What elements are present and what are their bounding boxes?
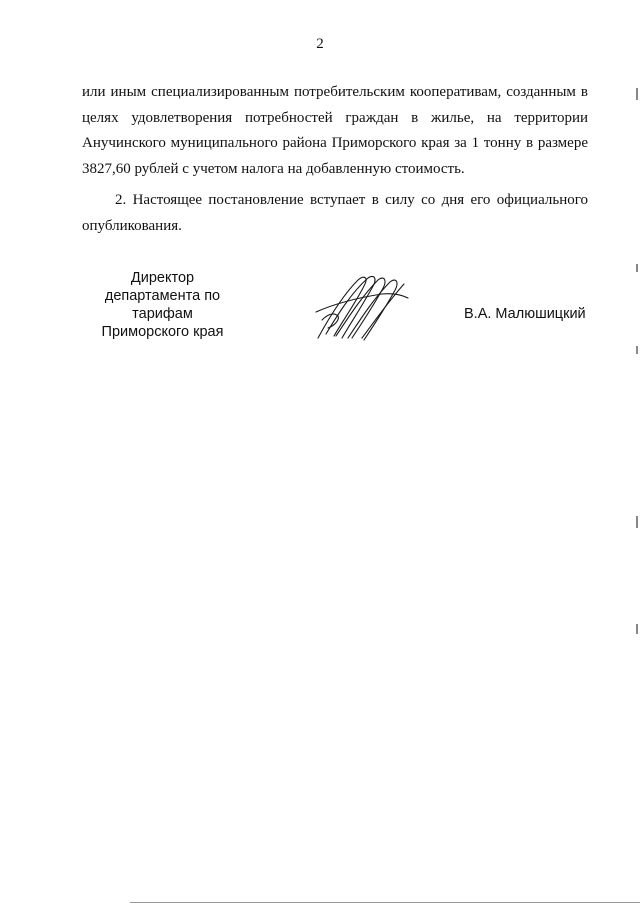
- paragraph-1-line-2: целях удовлетворения потребностей граждан в жилье, на территории: [82, 109, 588, 126]
- signatory-title-line-3: Приморского края: [101, 324, 224, 340]
- handwritten-signature: [312, 268, 412, 344]
- paragraph-2-line-2: опубликования.: [82, 217, 182, 234]
- scan-artifact-mark: [636, 516, 638, 528]
- page-number: 2: [316, 36, 324, 52]
- paragraph-2: [82, 188, 588, 239]
- paragraph-1-line-3: Анучинского муниципального района Приморского края за 1 тонну в размере: [82, 135, 588, 151]
- signatory-title-line-2: департамента по тарифам: [104, 288, 221, 322]
- paragraph-1: [82, 80, 588, 182]
- signatory-name: В.А. Малюшицкий: [464, 306, 586, 322]
- scan-artifact-mark: [636, 88, 638, 100]
- document-body: [82, 80, 588, 239]
- scan-artifact-mark: [636, 624, 638, 634]
- page-bottom-edge: [130, 902, 640, 903]
- signatory-title: [75, 269, 250, 341]
- scan-artifact-mark: [636, 346, 638, 354]
- scan-artifact-mark: [636, 264, 638, 272]
- paragraph-1-line-1: или иным специализированным потребительским кооперативам, созданным в: [82, 84, 588, 100]
- signatory-title-line-1: Директор: [130, 270, 195, 286]
- paragraph-1-line-4: 3827,60 рублей с учетом налога на добавленную стоимость.: [82, 160, 465, 177]
- paragraph-2-line-1: 2. Настоящее постановление вступает в силу со дня его официального: [115, 192, 588, 208]
